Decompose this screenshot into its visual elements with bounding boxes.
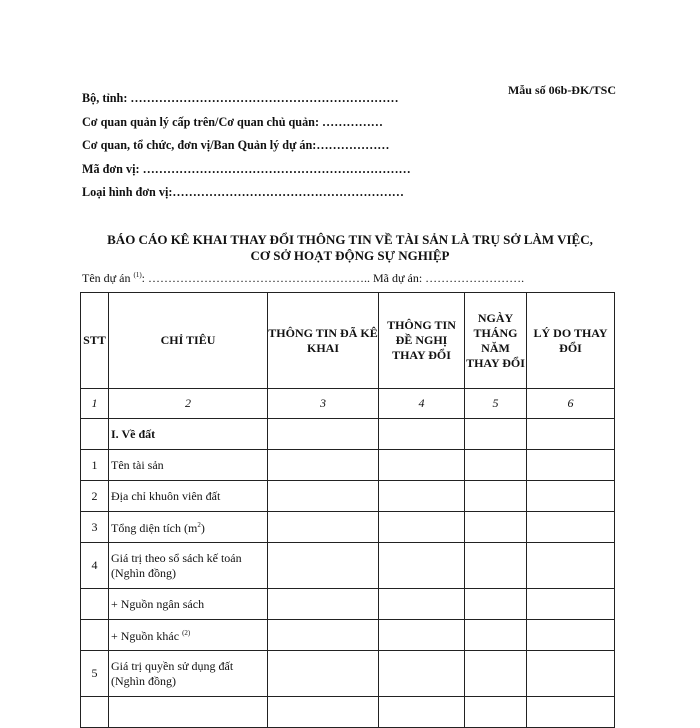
asset-change-table: [80, 292, 615, 728]
input-cell[interactable]: [527, 512, 615, 543]
row-stt: [81, 589, 109, 620]
row-label-note: (2): [182, 629, 191, 637]
column-index: 5: [465, 389, 527, 419]
row-stt: 5: [81, 651, 109, 697]
ministry-line: Bộ, tỉnh: …………………………………………………………: [82, 91, 399, 105]
input-cell[interactable]: [527, 543, 615, 589]
input-cell[interactable]: [527, 419, 615, 450]
table-row: [81, 543, 615, 589]
table-row: [81, 419, 615, 450]
input-cell[interactable]: [527, 481, 615, 512]
table-row: [81, 481, 615, 512]
row-label-cell: [109, 512, 268, 543]
input-cell[interactable]: [379, 620, 465, 651]
input-cell[interactable]: [465, 419, 527, 450]
row-stt: 4: [81, 543, 109, 589]
column-index: 1: [81, 389, 109, 419]
row-stt: [81, 419, 109, 450]
input-cell[interactable]: [465, 450, 527, 481]
input-cell[interactable]: [379, 419, 465, 450]
row-stt: 2: [81, 481, 109, 512]
row-stt: 1: [81, 450, 109, 481]
row-label-superscript: 2: [197, 521, 201, 529]
input-cell[interactable]: [379, 543, 465, 589]
row-label: Địa chỉ khuôn viên đất: [109, 481, 268, 512]
report-title-line-1: BÁO CÁO KÊ KHAI THAY ĐỔI THÔNG TIN VỀ TÀI SẢN LÀ TRỤ SỞ LÀM VIỆC,: [107, 232, 593, 247]
input-cell[interactable]: [527, 651, 615, 697]
input-cell[interactable]: [268, 512, 379, 543]
input-cell[interactable]: [527, 620, 615, 651]
input-cell[interactable]: [527, 589, 615, 620]
row-label: + Nguồn khác: [111, 629, 183, 643]
header-proposed-change: THÔNG TIN ĐỀ NGHỊ THAY ĐỔI: [379, 293, 465, 389]
input-cell[interactable]: [379, 651, 465, 697]
column-index: 2: [109, 389, 268, 419]
input-cell[interactable]: [379, 697, 465, 728]
header-declared-info: THÔNG TIN ĐÃ KÊ KHAI: [268, 293, 379, 389]
column-index: 4: [379, 389, 465, 419]
report-title-line-2: CƠ SỞ HOẠT ĐỘNG SỰ NGHIỆP: [250, 248, 450, 263]
input-cell[interactable]: [268, 697, 379, 728]
table-row: [81, 651, 615, 697]
project-name-label: Tên dự án: [82, 271, 131, 285]
report-title: [0, 232, 700, 264]
table-row: [81, 620, 615, 651]
header-info: [82, 91, 411, 209]
input-cell[interactable]: [268, 589, 379, 620]
input-cell[interactable]: [379, 481, 465, 512]
input-cell[interactable]: [268, 651, 379, 697]
input-cell[interactable]: [268, 450, 379, 481]
project-name-note: (1): [133, 271, 142, 279]
table-header-row: [81, 293, 615, 389]
input-cell[interactable]: [465, 651, 527, 697]
column-index-row: [81, 389, 615, 419]
input-cell[interactable]: [465, 620, 527, 651]
input-cell[interactable]: [268, 620, 379, 651]
row-stt: [81, 620, 109, 651]
form-code: Mẫu số 06b-ĐK/TSC: [507, 83, 616, 97]
input-cell[interactable]: [379, 589, 465, 620]
input-cell[interactable]: [527, 697, 615, 728]
table-row: [81, 697, 615, 728]
project-code-label: Mã dự án: …………………….: [373, 271, 525, 285]
input-cell[interactable]: [268, 419, 379, 450]
input-cell[interactable]: [465, 543, 527, 589]
row-label: Tổng diện tích (m: [111, 521, 198, 535]
row-label-cell: [109, 620, 268, 651]
row-stt: [81, 697, 109, 728]
header-change-reason: LÝ DO THAY ĐỔI: [527, 293, 615, 389]
input-cell[interactable]: [465, 697, 527, 728]
header-stt: STT: [81, 293, 109, 389]
input-cell[interactable]: [465, 589, 527, 620]
column-index: 6: [527, 389, 615, 419]
input-cell[interactable]: [527, 450, 615, 481]
input-cell[interactable]: [268, 543, 379, 589]
project-name-dots: : ………………………………………………..: [141, 271, 371, 285]
row-stt: 3: [81, 512, 109, 543]
row-label: Giá trị theo sổ sách kế toán (Nghìn đồng): [109, 543, 268, 589]
unit-type-line: Loại hình đơn vị:…………………………………………………: [82, 185, 404, 199]
table-row: [81, 450, 615, 481]
table-row: [81, 512, 615, 543]
row-label: [109, 697, 268, 728]
table-row: [81, 589, 615, 620]
project-line: [82, 271, 524, 286]
superior-agency-line: Cơ quan quản lý cấp trên/Cơ quan chủ quản: ……………: [82, 114, 383, 129]
input-cell[interactable]: [465, 481, 527, 512]
header-change-date: NGÀY THÁNG NĂM THAY ĐỔI: [465, 293, 527, 389]
header-criteria: CHỈ TIÊU: [109, 293, 268, 389]
column-index: 3: [268, 389, 379, 419]
unit-line: Cơ quan, tổ chức, đơn vị/Ban Quản lý dự án:………………: [82, 138, 390, 152]
row-label: I. Về đất: [109, 419, 268, 450]
row-label: Giá trị quyền sử dụng đất (Nghìn đồng): [109, 651, 268, 697]
row-label: Tên tài sản: [109, 450, 268, 481]
row-label: + Nguồn ngân sách: [109, 589, 268, 620]
row-label-suffix: ): [200, 521, 205, 535]
unit-code-line: Mã đơn vị: …………………………………………………………: [82, 161, 411, 176]
input-cell[interactable]: [379, 512, 465, 543]
input-cell[interactable]: [465, 512, 527, 543]
input-cell[interactable]: [379, 450, 465, 481]
input-cell[interactable]: [268, 481, 379, 512]
